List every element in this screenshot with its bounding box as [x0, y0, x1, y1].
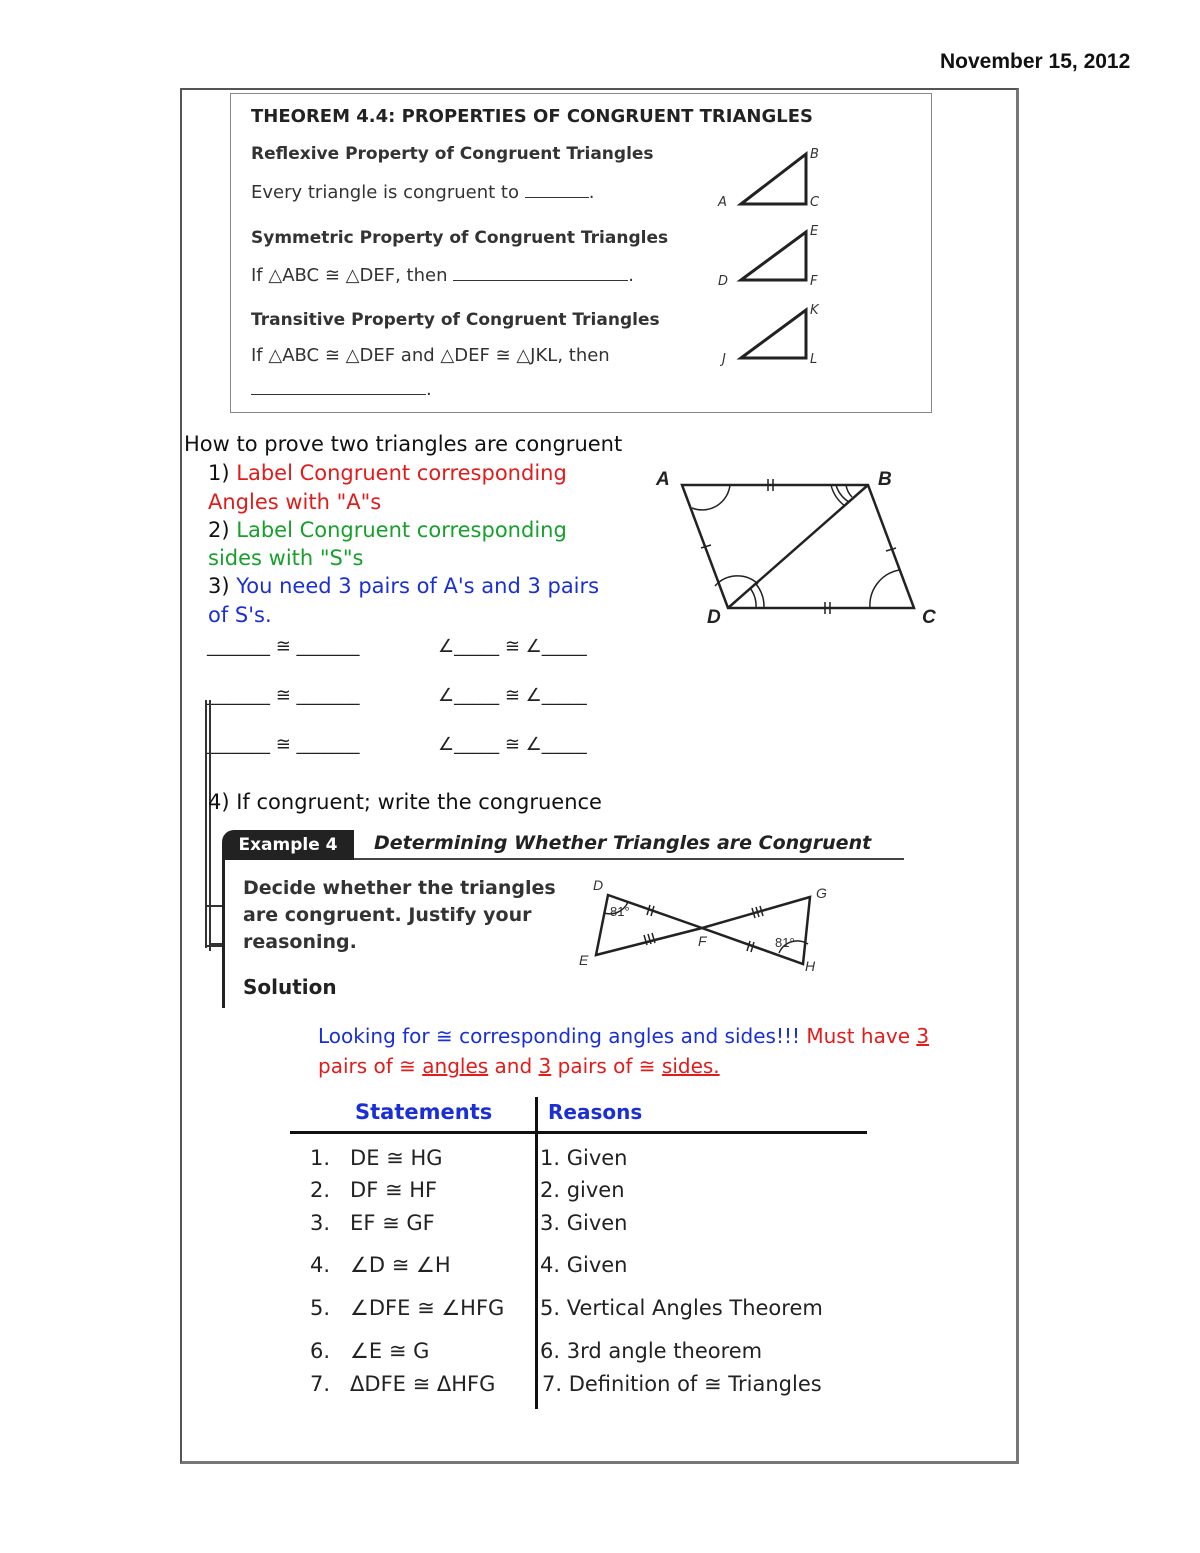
side-blank-1: _______ ≅ _______ — [207, 636, 360, 657]
bowtie-label-f: F — [698, 933, 707, 949]
solution-heading: Solution — [243, 975, 337, 999]
transitive-line: If △ABC ≅ △DEF and △DEF ≅ △JKL, then — [251, 345, 610, 366]
proof-table-rule — [290, 1131, 867, 1134]
transitive-heading: Transitive Property of Congruent Triangles — [251, 310, 660, 330]
vertex-c: C — [922, 607, 936, 628]
note-pairs-of-1: pairs of ≅ — [318, 1054, 416, 1078]
label-k: K — [810, 303, 819, 318]
statement-1: 1. DE ≅ HG — [310, 1146, 443, 1170]
reason-6: 6. 3rd angle theorem — [540, 1339, 763, 1363]
note-blue-text: Looking for ≅ corresponding angles and sides!!! — [318, 1024, 801, 1048]
reflexive-line: Every triangle is congruent to . — [251, 179, 594, 203]
transitive-blank — [251, 376, 426, 395]
reflexive-blank — [525, 179, 589, 198]
step-2-line-b: sides with "S"s — [208, 546, 364, 570]
note-red-text: Must have — [806, 1024, 910, 1048]
bowtie-label-d: D — [593, 877, 604, 893]
label-c: C — [810, 195, 820, 210]
proof-table-divider — [535, 1097, 538, 1409]
label-l: L — [810, 352, 818, 367]
reason-7: 7. Definition of ≅ Triangles — [542, 1372, 822, 1396]
example-prompt-2: are congruent. Justify your — [243, 904, 532, 926]
example-header — [222, 830, 904, 860]
statement-3: 3. EF ≅ GF — [310, 1211, 435, 1235]
symmetric-blank — [453, 262, 628, 281]
step-1-text-a: Label Congruent corresponding — [236, 461, 567, 485]
reason-3: 3. Given — [540, 1211, 628, 1235]
step-4: 4) If congruent; write the congruence — [208, 790, 602, 814]
label-j: J — [722, 352, 726, 367]
symmetric-heading: Symmetric Property of Congruent Triangles — [251, 228, 669, 248]
bowtie-figure — [570, 878, 840, 978]
bracket-mark — [200, 696, 230, 961]
statement-5: 5. ∠DFE ≅ ∠HFG — [310, 1296, 505, 1320]
step-1-line-a — [208, 461, 567, 485]
step-1-number: 1) — [208, 461, 230, 485]
bowtie-label-g: G — [816, 885, 827, 901]
howto-heading: How to prove two triangles are congruent — [184, 432, 623, 456]
triangle-jkl — [741, 310, 806, 358]
reason-5: 5. Vertical Angles Theorem — [540, 1296, 823, 1320]
reason-2: 2. given — [540, 1178, 625, 1202]
theorem-box — [230, 93, 932, 413]
step-1-line-b: Angles with "A"s — [208, 490, 382, 514]
vertex-a: A — [656, 469, 670, 490]
vertex-d: D — [707, 607, 721, 628]
theorem-triangles — [721, 146, 851, 396]
angle-81-h: 81° — [775, 935, 795, 950]
parallelogram-figure — [650, 460, 950, 635]
example-prompt-3: reasoning. — [243, 931, 357, 953]
angle-blank-1: ∠_____ ≅ ∠_____ — [438, 636, 587, 657]
reasons-header: Reasons — [548, 1100, 643, 1124]
example-prompt-1: Decide whether the triangles — [243, 877, 556, 899]
label-b: B — [810, 147, 819, 162]
statement-2: 2. DF ≅ HF — [310, 1178, 438, 1202]
example-title: Determining Whether Triangles are Congruent — [374, 832, 872, 854]
bowtie-label-e: E — [579, 952, 589, 968]
statement-7: 7. ΔDFE ≅ ΔHFG — [310, 1372, 496, 1396]
step-3-text-a: You need 3 pairs of A's and 3 pairs — [236, 574, 600, 598]
reflexive-heading: Reflexive Property of Congruent Triangles — [251, 144, 654, 164]
statement-6: 6. ∠E ≅ G — [310, 1339, 430, 1363]
note-line-1 — [318, 1024, 929, 1048]
label-a: A — [718, 195, 727, 210]
step-2-line-a — [208, 518, 567, 542]
step-2-text-a: Label Congruent corresponding — [236, 518, 567, 542]
note-three-1: 3 — [916, 1024, 930, 1048]
transitive-blank-line: . — [251, 376, 432, 400]
note-pairs-of-2: pairs of ≅ — [557, 1054, 656, 1078]
triangle-def — [741, 232, 806, 280]
label-d: D — [718, 274, 729, 289]
step-3-line-b: of S's. — [208, 603, 272, 627]
triangle-abc — [741, 154, 806, 204]
diagonal-bd — [728, 485, 868, 608]
symmetric-text: If △ABC ≅ △DEF, then — [251, 265, 448, 286]
side-blank-2: _______ ≅ _______ — [207, 685, 360, 706]
bowtie-label-h: H — [805, 958, 816, 974]
angle-81-d: 81° — [610, 904, 630, 919]
example-rule — [354, 858, 904, 860]
example-side-rule — [222, 858, 225, 1008]
label-f: F — [810, 274, 818, 289]
reason-4: 4. Given — [540, 1253, 628, 1277]
symmetric-line: If △ABC ≅ △DEF, then . — [251, 262, 634, 286]
note-three-2: 3 — [538, 1054, 552, 1078]
theorem-title: THEOREM 4.4: PROPERTIES OF CONGRUENT TRIANGLES — [251, 106, 813, 127]
step-3-line-a — [208, 574, 599, 598]
step-2-number: 2) — [208, 518, 230, 542]
statement-4: 4. ∠D ≅ ∠H — [310, 1253, 451, 1277]
angle-blank-3: ∠_____ ≅ ∠_____ — [438, 734, 587, 755]
note-line-2 — [318, 1054, 720, 1078]
step-3-number: 3) — [208, 574, 230, 598]
side-blank-3: _______ ≅ _______ — [207, 734, 360, 755]
reflexive-text: Every triangle is congruent to — [251, 182, 519, 203]
note-sides: sides. — [661, 1054, 720, 1078]
example-tab: Example 4 — [222, 830, 354, 860]
label-e: E — [810, 224, 819, 239]
note-angles: angles — [422, 1054, 489, 1078]
note-and: and — [494, 1054, 533, 1078]
angle-blank-2: ∠_____ ≅ ∠_____ — [438, 685, 587, 706]
vertex-b: B — [878, 469, 892, 490]
statements-header: Statements — [355, 1100, 493, 1124]
reason-1: 1. Given — [540, 1146, 628, 1170]
page-date: November 15, 2012 — [940, 50, 1131, 73]
